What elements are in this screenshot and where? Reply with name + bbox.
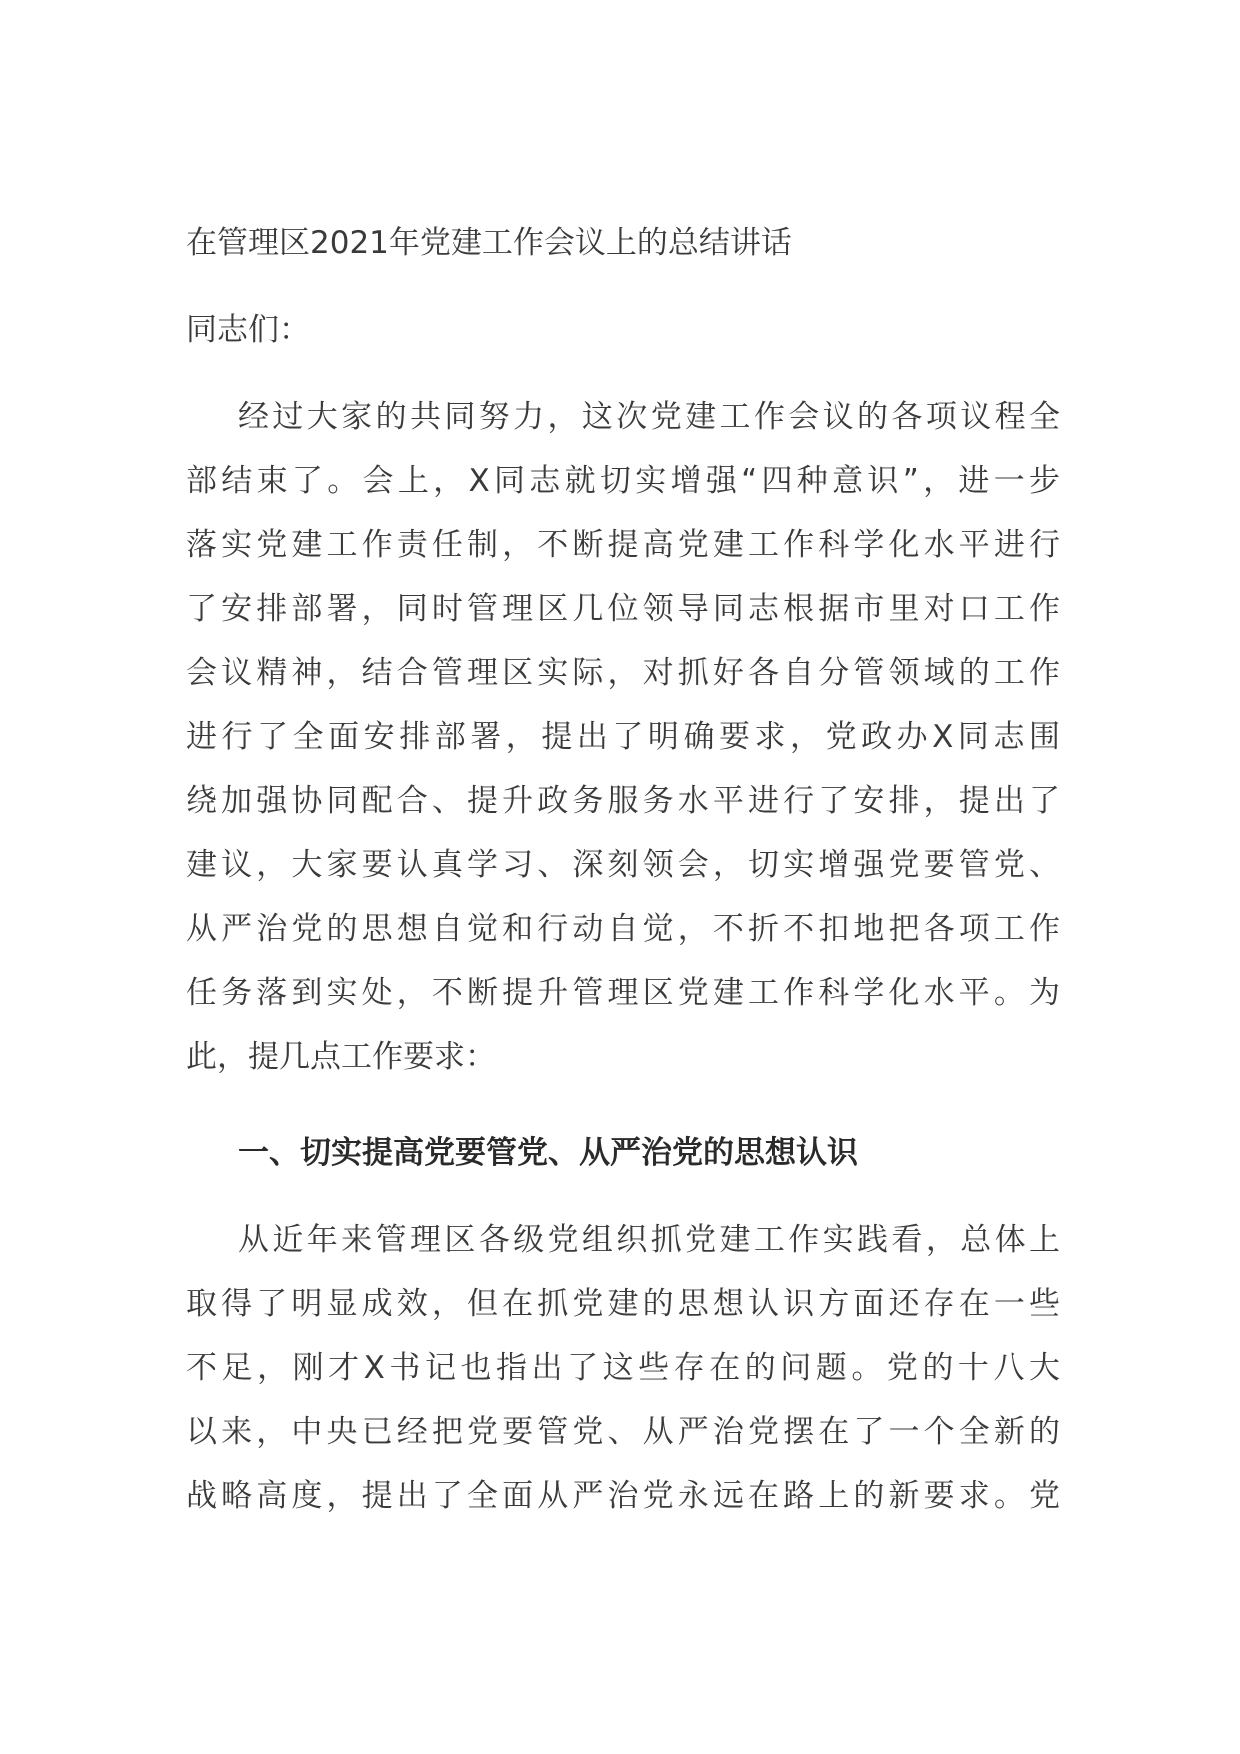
paragraph-line: 任务落到实处，不断提升管理区党建工作科学化水平。为 xyxy=(186,975,1060,1011)
greeting: 同志们： xyxy=(186,312,310,348)
greeting-block xyxy=(186,298,1060,362)
paragraph-line: 会议精神，结合管理区实际，对抓好各自分管领域的工作 xyxy=(186,655,1060,691)
paragraph-line: 建议，大家要认真学习、深刻领会，切实增强党要管党、 xyxy=(186,847,1060,883)
paragraph-line: 了安排部署，同时管理区几位领导同志根据市里对口工作 xyxy=(186,591,1060,627)
paragraph-line: 从严治党的思想自觉和行动自觉，不折不扣地把各项工作 xyxy=(186,911,1060,947)
paragraph-line: 战略高度，提出了全面从严治党永远在路上的新要求。党 xyxy=(186,1478,1060,1514)
paragraph-1 xyxy=(186,385,1060,1089)
paragraph-line: 落实党建工作责任制，不断提高党建工作科学化水平进行 xyxy=(186,527,1060,563)
paragraph-line: 不足，刚才X书记也指出了这些存在的问题。党的十八大 xyxy=(186,1350,1060,1386)
paragraph-line: 进行了全面安排部署，提出了明确要求，党政办X同志围 xyxy=(186,719,1060,755)
document-title: 在管理区2021年党建工作会议上的总结讲话 xyxy=(186,225,792,261)
paragraph-line: 绕加强协同配合、提升政务服务水平进行了安排，提出了 xyxy=(186,783,1060,819)
paragraph-line: 从近年来管理区各级党组织抓党建工作实践看，总体上 xyxy=(238,1222,1060,1258)
paragraph-2 xyxy=(186,1208,1060,1528)
paragraph-line: 部结束了。会上，X同志就切实增强“四种意识”，进一步 xyxy=(186,463,1060,499)
paragraph-line: 经过大家的共同努力，这次党建工作会议的各项议程全 xyxy=(238,399,1060,435)
paragraph-line: 以来，中央已经把党要管党、从严治党摆在了一个全新的 xyxy=(186,1414,1060,1450)
section-heading-1: 一、切实提高党要管党、从严治党的思想认识 xyxy=(238,1135,858,1171)
document-title-block xyxy=(186,211,1060,275)
section-heading-block xyxy=(186,1121,1060,1185)
paragraph-line: 取得了明显成效，但在抓党建的思想认识方面还存在一些 xyxy=(186,1286,1060,1322)
paragraph-line: 此，提几点工作要求： xyxy=(186,1039,496,1075)
